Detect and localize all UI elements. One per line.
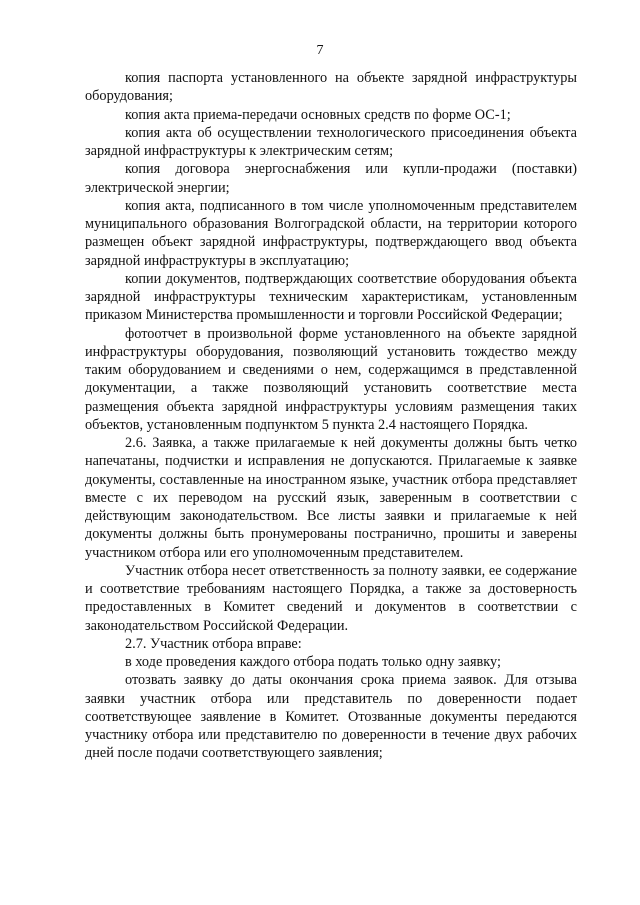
list-item-conformity-documents: копии документов, подтверждающих соответствие оборудования объекта зарядной инфраструктуры техническим характеристикам, установленным приказом Министерства промышленности и торговли Российской Федерации; bbox=[85, 270, 577, 324]
list-item-connection-act-copy: копия акта об осуществлении технологического присоединения объекта зарядной инфраструктуры к электрическим сетям; bbox=[85, 124, 577, 159]
list-item-passport-copy: копия паспорта установленного на объекте зарядной инфраструктуры оборудования; bbox=[85, 70, 577, 105]
right-withdraw-application: отозвать заявку до даты окончания срока приема заявок. Для отзыва заявки участник отбора или представитель по доверенности подает соответствующее заявление в Комитет. Отозванные документы передаются участнику отбора или представителю по доверенности в течение двух рабочих дней после подачи соответствующего заявления; bbox=[85, 672, 577, 762]
list-item-energy-contract-copy: копия договора энергоснабжения или купли-продажи (поставки) электрической энергии; bbox=[85, 161, 577, 196]
right-submit-one-application: в ходе проведения каждого отбора подать только одну заявку; bbox=[125, 654, 501, 670]
document-body bbox=[85, 69, 577, 763]
responsibility-paragraph: Участник отбора несет ответственность за полноту заявки, ее содержание и соответствие требованиям настоящего Порядка, а также за достоверность предоставленных в Комитет сведений и документов в соответствии с законодательством Российской Федерации. bbox=[85, 562, 577, 634]
list-item-commissioning-act-copy: копия акта, подписанного в том числе уполномоченным представителем муниципального образования Волгоградской области, на территории которого размещен объект зарядной инфраструктуры, подтверждающего ввод объекта зарядной инфраструктуры в эксплуатацию; bbox=[85, 197, 577, 269]
list-item-os1-act-copy: копия акта приема-передачи основных средств по форме ОС-1; bbox=[125, 106, 511, 123]
clause-2-6: 2.6. Заявка, а также прилагаемые к ней документы должны быть четко напечатаны, подчистки и исправления не допускаются. Прилагаемые к заявке документы, составленные на иностранном языке, участник отбора представляет вместе с их переводом на русский язык, заверенным в соответствии с действующим законодательством. Все листы заявки и прилагаемые к ней документы должны быть пронумерованы постранично, прошиты и заверены участником отбора или его уполномоченным представителем. bbox=[85, 435, 577, 561]
page-number: 7 bbox=[316, 43, 324, 58]
list-item-photo-report: фотоотчет в произвольной форме установленного на объекте зарядной инфраструктуры оборудования, позволяющий установить тождество между таким оборудованием и сведениями о нем, содержащимся в представленной документации, а также позволяющий установить соответствие места размещения объекта зарядной инфраструктуры условиям размещения таких объектов, установленным подпунктом 5 пункта 2.4 настоящего Порядка. bbox=[85, 325, 577, 433]
clause-2-7-heading: 2.7. Участник отбора вправе: bbox=[125, 635, 302, 652]
